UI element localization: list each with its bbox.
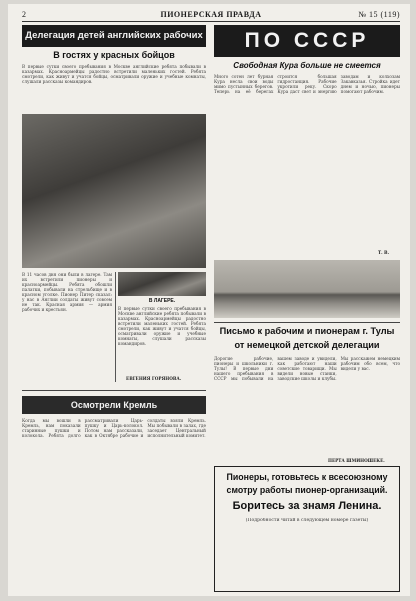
appeal-note: (Подробности читай в следующем номере газеты) [245,518,369,523]
page-number: 2 [22,10,27,19]
camp-body: В первые сутки своего пребывания в Москве английские ребята побывали в казармах. Красноармейцы радостно встретили маленьких гостей. Ребята смотрели, как живут и учатся бойцы, осматривали оружие и учебные комнаты, слушали рассказы командиров. [118,306,206,346]
appeal-line-2: смотру работы пионер-организаций. [226,485,388,495]
delegation-body-top: В первые сутки своего пребывания в Москве английские ребята побывали в казармах. Красноармейцы радостно встретили маленьких гостей. Ребята смотрели, как живут и учатся бойцы, осматривали оружие и учебные комнаты, слушали рассказы командиров. [22,64,206,84]
delegation-banner: Делегация детей английских рабочих [22,25,206,47]
newspaper-page [8,4,410,596]
newspaper-title: ПИОНЕРСКАЯ ПРАВДА [160,10,262,19]
ussr-banner: ПО СССР [214,25,400,57]
appeal-line-3: Боритесь за знамя Ленина. [232,500,382,512]
camp-caption: В ЛАГЕРЕ. [148,298,176,304]
letter-title-1: Письмо к рабочим и пионерам г. Тулы [219,326,395,336]
kura-body: Много сотен лет бурная Кура несла свои воды мимо пустынных берегов. Теперь на её берегах строится большая гидростанция. Рабочие укротили реку. Скоро Кура даст свет и энергию заводам и колхозам Закавказья. Стройка идет днем и ночью, пионеры помогают рабочим. [214,74,400,94]
header-rule [22,21,400,22]
divider-letter [214,322,400,323]
letter-title-2: от немецкой детской делегации [234,340,380,350]
camp-photo [118,272,206,296]
delegation-subhead: В гостях у красных бойцов [53,50,175,60]
delegation-body-bottom: В 11 часов дня они были в лагере. Там их встретили пионеры и красноармейцы. Ребята обошли палатки, побывали на стрельбище и в красном уголке. Пионер Питер сказал: у нас в Англии солдаты живут совсем не так. Красная армия — армия рабочих и крестьян. [22,272,112,312]
kremlin-banner: Осмотрели Кремль [22,396,206,414]
column-divider [115,272,116,382]
letter-body: Дорогие рабочие, пионеры и школьники г. Тулы! В первые дни нашего пребывания в СССР мы побывали на вашем заводе и увидели, как работают наши советские товарищи. Мы видели новые станки, заводские школы и клубы. Мы расскажем немецким рабочим обо всем, что видели у вас. [214,356,400,381]
divider-kremlin [22,390,206,391]
letter-signature: ПЕРТА ШМИНОШЕКЕ. [328,458,385,463]
kremlin-body: Когда мы вошли в Кремль, нам показали старинные пушки и колокола. Ребята долго рассматривали Царь-пушку и Царь-колокол. Потом нам рассказали, как в Октябре рабочие и солдаты взяли Кремль. Мы побывали в залах, где заседает Центральный исполнительный комитет. [22,418,206,438]
kura-signature: Т. В. [378,250,390,255]
kura-dam-photo [214,260,400,318]
appeal-line-1: Пионеры, готовьтесь к всесоюзному [226,472,388,482]
delegation-photo-top [22,114,206,268]
issue-number: № 15 (119) [358,10,400,19]
delegation-signature: ЕВГЕНИЯ ГОРЯНОВА. [126,376,182,381]
kura-subhead: Свободная Кура больше не смеется [233,61,381,70]
